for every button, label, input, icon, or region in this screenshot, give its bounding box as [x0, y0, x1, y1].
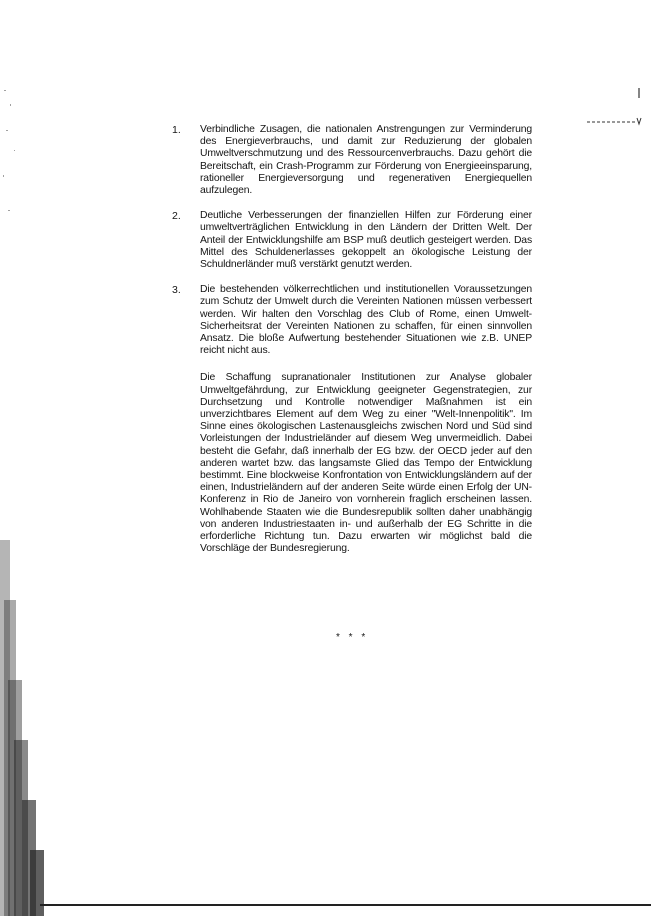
list-item-number: 2. [172, 210, 181, 223]
list-item-text: Die bestehenden völkerrechtlichen und institutionellen Voraussetzungen zum Schutz der Umwelt durch die Vereinten Nationen müssen verbessert werden. Wir halten den Vorschlag des Club of Rome, einen Umwelt-Sicherheitsrat der Vereinten Nationen zu schaffen, für einen sinnvollen Ansatz. Die bloße Aufwertung bestehender Situationen wie z.B. UNEP reicht nicht aus. [200, 284, 532, 357]
list-item-number: 3. [172, 284, 181, 297]
list-item-paragraph: Die Schaffung supranationaler Institutionen zur Analyse globaler Umweltgefährdung, zur Entwicklung geeigneter Gegenstrategien, zur Durchsetzung und Kontrolle notwendiger Maßnahmen ist ein unverzichtbares Element auf dem Weg zu einer "Welt-Innenpolitik". Im Sinne eines ökologischen Lastenausgleichs zwischen Nord und Süd sind Vorleistungen der Industrieländer auf diesem Weg unvermeidlich. Dabei besteht die Gefahr, daß innerhalb der EG bzw. der OECD jeder auf den anderen wartet bzw. das langsamste Glied das Tempo der Entwicklung bestimmt. Eine blockweise Konfrontation von Entwicklungsländern auf der einen, Industrieländern auf der anderen Seite würde einen Erfolg der UN-Konferenz in Rio de Janeiro von vornherein fraglich erscheinen lassen. Wohlhabende Staaten wie die Bundesrepublik sollten daher unabhängig von anderen Industriestaaten in- und außerhalb der EG Schritte in die erforderliche Richtung tun. Dazu erwarten wir möglichst bald die Vorschläge der Bundesregierung. [200, 372, 532, 555]
end-marker: * * * [336, 632, 369, 643]
list-item [172, 124, 532, 197]
numbered-list [172, 124, 532, 556]
scan-bottom-edge [40, 904, 651, 906]
list-item-text: Deutliche Verbesserungen der finanziellen Hilfen zur Förderung einer umweltverträglichen Entwicklung in den Ländern der Dritten Welt. Der Anteil der Entwicklungshilfe am BSP muß deutlich gesteigert werden. Das Mittel des Schuldenerlasses gekoppelt an ökologische Leistung der Schuldnerländer muß verstärkt genutzt werden. [200, 210, 532, 271]
list-item-number: 1. [172, 124, 181, 136]
list-item [172, 210, 532, 271]
list-item-text: Verbindliche Zusagen, die nationalen Anstrengungen zur Verminderung des Energieverbrauchs, und damit zur Reduzierung der globalen Umweltverschmutzung und des Ressourcenverbrauchs. Dazu gehört die Bereitschaft, ein Crash-Programm zur Förderung von Energieeinsparung, rationeller Energieversorgung und regenerativen Energiequellen aufzulegen. [200, 124, 532, 197]
list-item [172, 284, 532, 555]
scan-edge-noise [0, 0, 44, 916]
scan-corner-mark [581, 84, 651, 134]
